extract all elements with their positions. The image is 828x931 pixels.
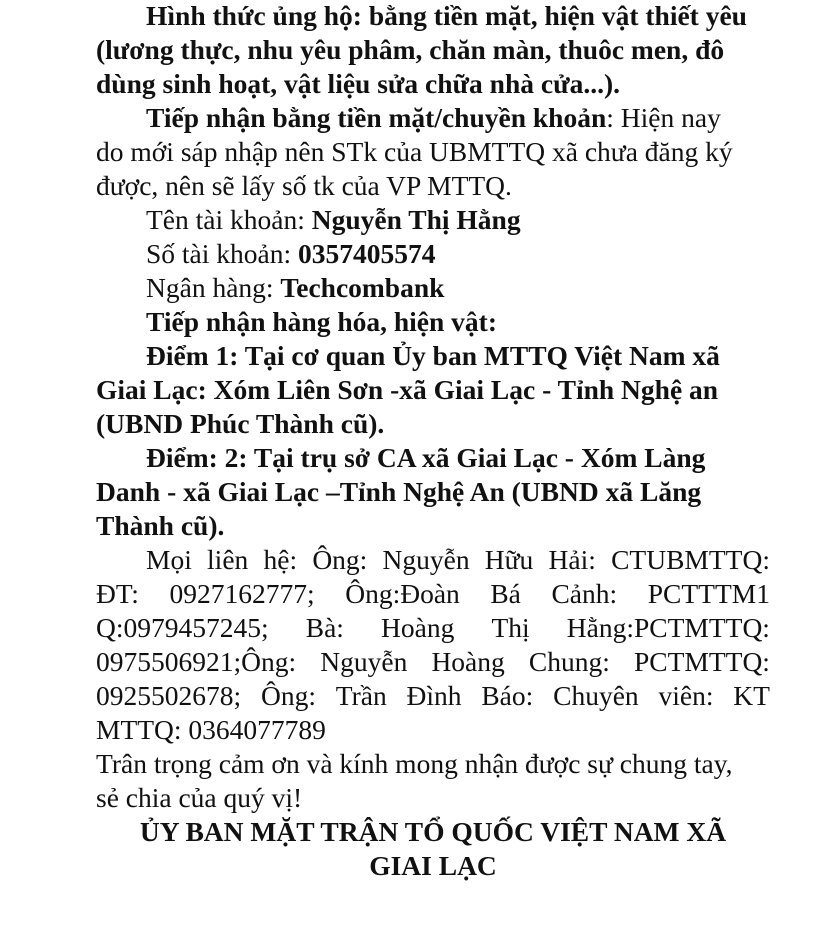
- account-number-label: Số tài khoản:: [146, 238, 299, 269]
- contact-word: PCTTTM1: [647, 578, 770, 609]
- contact-line-2: [96, 577, 770, 611]
- contact-word: Q:0979457245;: [96, 612, 269, 643]
- support-forms-line-3: dùng sinh hoạt, vật liệu sửa chữa nhà cửa...).: [96, 68, 620, 99]
- contact-word: 0975506921;Ông:: [96, 646, 297, 677]
- contact-word: Hoàng: [381, 612, 455, 643]
- cash-transfer-intro: : Hiện nay: [606, 102, 721, 133]
- bank-line: [96, 271, 770, 305]
- support-forms-line-2: (lương thực, nhu yêu phâm, chăn màn, thuôc men, đô: [96, 34, 725, 65]
- signature-line-2: GIAI LẠC: [369, 850, 497, 881]
- contact-word: Trần: [335, 680, 387, 711]
- contact-word: Mọi: [146, 544, 192, 575]
- contact-word: Đình: [406, 680, 462, 711]
- contact-line-3: [96, 611, 770, 645]
- contact-word: Bà:: [305, 612, 344, 643]
- contact-word: Hải:: [548, 544, 596, 575]
- contact-word: Hoàng: [431, 646, 505, 677]
- contact-line-5: [96, 679, 770, 713]
- cash-transfer-heading: Tiếp nhận bằng tiền mặt/chuyền khoản: [146, 102, 607, 133]
- point2-line-3: Thành cũ).: [96, 510, 225, 541]
- account-name-line: [96, 203, 770, 237]
- contact-word: liên: [207, 544, 249, 575]
- point2-line-1: Điểm: 2: Tại trụ sở CA xã Giai Lạc - Xóm Làng: [146, 442, 706, 473]
- contact-word: hệ:: [263, 544, 298, 575]
- closing-line-1: Trân trọng cảm ơn và kính mong nhận được sự chung tay,: [96, 748, 733, 779]
- contact-word: Cảnh:: [551, 578, 618, 609]
- point1-line-2: Giai Lạc: Xóm Liên Sơn -xã Giai Lạc - Tỉnh Nghệ an: [96, 374, 719, 405]
- goods-heading: Tiếp nhận hàng hóa, hiện vật:: [146, 306, 498, 337]
- contact-word: Chung:: [528, 646, 610, 677]
- contact-word: Ông:: [260, 680, 316, 711]
- contact-word: Báo:: [481, 680, 534, 711]
- point1-line-3: (UBND Phúc Thành cũ).: [96, 408, 385, 439]
- contact-word: CTUBMTTQ:: [611, 544, 770, 575]
- point1-line-1: Điểm 1: Tại cơ quan Ủy ban MTTQ Việt Nam xã: [146, 340, 720, 371]
- contact-word: PCTMTTQ:: [633, 646, 770, 677]
- contact-word: Thị: [491, 612, 530, 643]
- contact-line-6: MTTQ: 0364077789: [96, 714, 326, 745]
- bank-label: Ngân hàng:: [146, 272, 281, 303]
- signature-line-1: ỦY BAN MẶT TRẬN TỔ QUỐC VIỆT NAM XÃ: [139, 816, 727, 847]
- cash-transfer-line-1: [96, 101, 770, 135]
- contact-line-1: [96, 543, 770, 577]
- point2-line-2: Danh - xã Giai Lạc –Tỉnh Nghệ An (UBND xã Lăng: [96, 476, 702, 507]
- account-name-value: Nguyễn Thị Hằng: [311, 204, 521, 235]
- closing-line-2: sẻ chia của quý vị!: [96, 782, 303, 813]
- contact-word: Ông:Đoàn: [345, 578, 460, 609]
- account-name-label: Tên tài khoản:: [146, 204, 312, 235]
- contact-word: 0925502678;: [96, 680, 242, 711]
- contact-word: Bá: [490, 578, 521, 609]
- document-body: [96, 0, 770, 883]
- account-number-line: [96, 237, 770, 271]
- contact-word: viên:: [658, 680, 714, 711]
- cash-transfer-line-3: được, nên sẽ lấy số tk của VP MTTQ.: [96, 170, 512, 201]
- contact-word: ĐT:: [96, 578, 139, 609]
- contact-word: Ông:: [312, 544, 368, 575]
- contact-word: Hằng:PCTMTTQ:: [566, 612, 770, 643]
- contact-word: KT: [733, 680, 770, 711]
- contact-word: 0927162777;: [169, 578, 315, 609]
- contact-line-4: [96, 645, 770, 679]
- cash-transfer-line-2: do mới sáp nhập nên STk của UBMTTQ xã chưa đăng ký: [96, 136, 733, 167]
- bank-value: Techcombank: [280, 272, 445, 303]
- account-number-value: 0357405574: [298, 238, 436, 269]
- contact-word: Nguyễn: [320, 646, 408, 677]
- support-forms-line-1: Hình thức ủng hộ: bằng tiền mặt, hiện vật thiết yêu: [146, 0, 747, 31]
- contact-word: Hữu: [484, 544, 534, 575]
- contact-word: Nguyễn: [382, 544, 470, 575]
- contact-word: Chuyên: [553, 680, 639, 711]
